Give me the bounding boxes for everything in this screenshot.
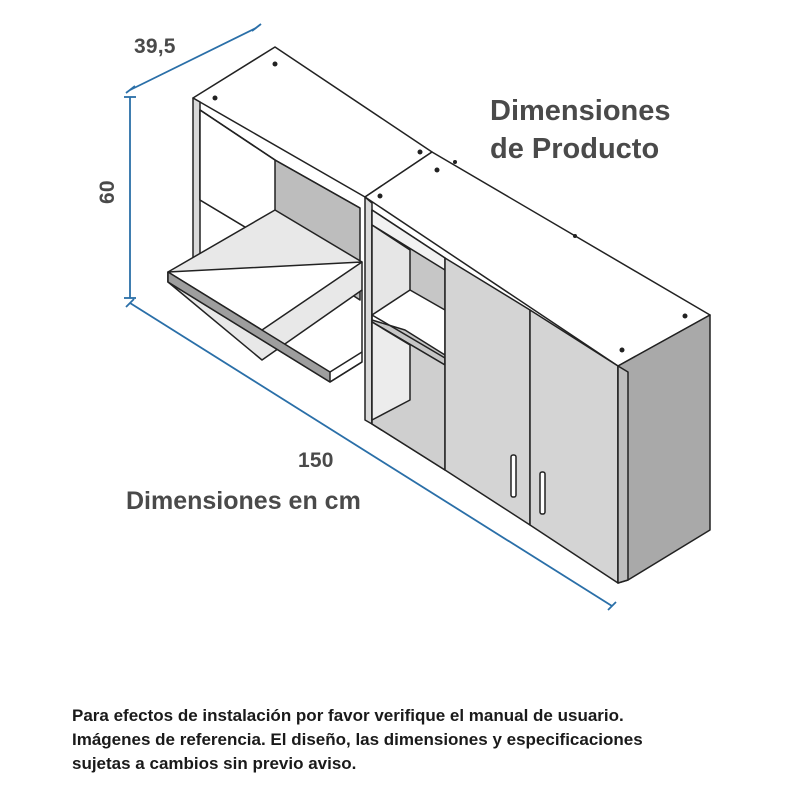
title-line-1: Dimensiones bbox=[490, 95, 671, 127]
height-dimension-label: 60 bbox=[96, 180, 119, 204]
width-dimension-label: 150 bbox=[298, 449, 334, 472]
disclaimer-line-1: Para efectos de instalación por favor verifique el manual de usuario. bbox=[72, 706, 624, 725]
title-line-2: de Producto bbox=[490, 133, 660, 165]
disclaimer-line-3: sujetas a cambios sin previo aviso. bbox=[72, 754, 357, 773]
disclaimer-text bbox=[72, 704, 762, 776]
door-handle-left bbox=[511, 455, 516, 497]
product-dimensions-title bbox=[490, 92, 671, 168]
left-unit-side bbox=[193, 98, 200, 265]
depth-dimension-label: 39,5 bbox=[134, 35, 176, 58]
units-label: Dimensiones en cm bbox=[126, 487, 361, 515]
right-unit-left-frame bbox=[365, 197, 372, 424]
disclaimer-line-2: Imágenes de referencia. El diseño, las dimensiones y especificaciones bbox=[72, 730, 643, 749]
door-handle-right bbox=[540, 472, 545, 514]
